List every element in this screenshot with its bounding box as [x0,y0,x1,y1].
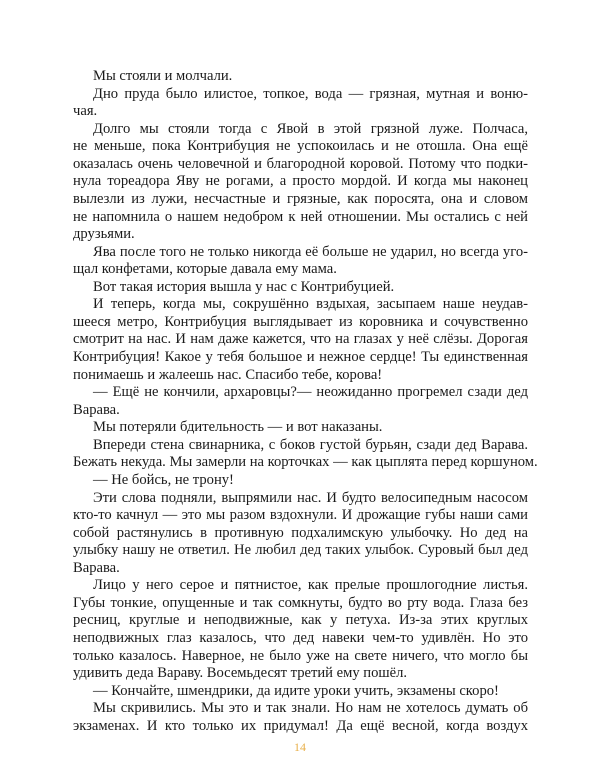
text-line: щал конфетами, которые давала ему мама. [73,261,337,278]
text-line: Впереди стена свинарника, с боков густой бурьян, сзади дед Варава. [93,436,528,453]
text-line: смотрит на нас. И нам даже кажется, что на глазах у неё слёзы. Дорогая [73,331,528,348]
text-line: удивить деда Вараву. Восемьдесят третий ему пошёл. [73,665,408,682]
paragraph [73,68,528,86]
text-line: нула тореадора Яву не рогами, а просто мордой. И когда мы наконец [73,173,528,190]
paragraph [73,700,528,735]
text-line: Дно пруда было илистое, топкое, вода — грязная, мутная и воню- [93,85,528,102]
text-line: понимаешь и жалеешь нас. Спасибо тебе, корова! [73,366,383,383]
paragraph [73,490,528,578]
paragraph [73,436,538,472]
text-line: Мы скривились. Мы это и так знали. Но нам не хотелось думать об [93,700,528,717]
paragraph [73,683,528,701]
text-line: Вот такая история вышла у нас с Контрибуцией. [93,278,395,295]
text-line: Ява после того не только никогда её больше не ударил, но всегда уго- [93,243,528,260]
text-line: Губы тонкие, опущенные и так сомкнуты, будто во рту вода. Глаза без [73,594,528,611]
text-line: И теперь, когда мы, сокрушённо вздыхая, засыпаем наше неудав- [93,296,528,313]
text-line: — Кончайте, шмендрики, да идите уроки учить, экзамены скоро! [93,682,499,699]
text-line: вылезли из лужи, несчастные и грязные, как поросята, она и словом [73,190,528,207]
text-line: Варава. [73,401,120,418]
text-line: улыбку нашу не ответил. Не любил дед таких улыбок. Суровый был дед [73,542,528,559]
paragraph [73,121,528,244]
text-line: — Ещё не кончили, архаровцы?— неожиданно прогремел сзади дед [93,384,528,401]
text-line: только казалось. Наверное, не было уже на свете ничего, что могло бы [73,647,528,664]
text-line: оказалась очень человечной и благородной коровой. Потому что подки- [73,155,528,172]
paragraph [73,279,528,297]
text-line: шееся метро, Контрибуция выглядывает из коровника и сочувственно [73,313,528,330]
text-line: Мы потеряли бдительность — и вот наказаны. [93,419,383,436]
text-line: друзьями. [73,226,135,243]
paragraph [73,244,528,279]
text-line: экзаменах. И кто только их придумал! Да ещё весной, когда воздух [73,717,528,734]
text-line: Мы стояли и молчали. [93,68,233,84]
paragraph [73,86,528,121]
text-line: не меньше, пока Контрибуция не успокоилась и не отошла. Она ещё [73,138,528,155]
page-number: 14 [294,740,306,754]
text-line: не напомнила о нашем недобром к ней отношении. Мы остались с ней [73,208,528,225]
text-line: кто-то качнул — это мы разом вздохнули. И дрожащие губы наши сами [73,507,528,524]
paragraph [73,577,528,682]
text-line: Лицо у него серое и пятнистое, как прелые прошлогодние листья. [93,577,528,594]
text-line: — Не бойсь, не трону! [93,471,234,488]
text-line: собой растянулись в противную подхалимскую улыбочку. Но дед на [73,524,528,541]
text-line: Долго мы стояли тогда с Явой в этой грязной луже. Полчаса, [93,120,528,137]
text-line: Эти слова подняли, выпрямили нас. И будто велосипедным насосом [93,489,528,506]
paragraph [73,419,528,437]
paragraph [73,384,528,419]
paragraph [73,472,528,490]
text-line: ресниц, круглые и неподвижные, как у петуха. Из-за этих круглых [73,612,528,629]
page-body [73,68,538,735]
text-line: чая. [73,103,98,120]
text-line: Бежать некуда. Мы замерли на корточках — как цыплята перед коршуном. [73,454,538,471]
text-line: Варава. [73,559,120,576]
text-line: Контрибуция! Какое у тебя большое и нежное сердце! Ты единственная [73,349,528,365]
paragraph [73,296,528,384]
text-line: неподвижных глаз казалось, что дед навеки чем-то удивлён. Но это [73,630,528,646]
